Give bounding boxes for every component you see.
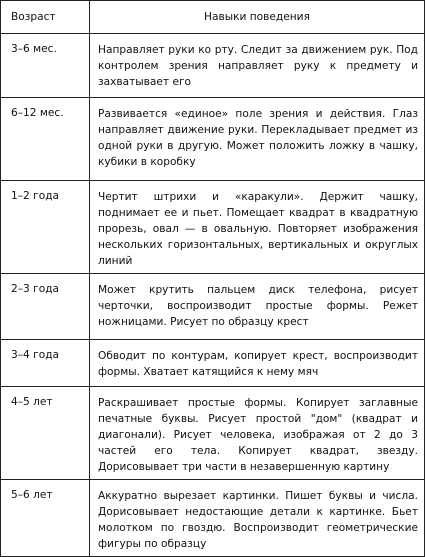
- table-row: [1, 387, 425, 480]
- skills-cell: Развивается «единое» поле зрения и действия. Глаз направляет движение руки. Перекладывает предмет из одной руки в другую. Может положить ложку в чашку, кубики в коробку: [90, 98, 425, 181]
- age-cell: 6–12 мес.: [1, 98, 90, 181]
- table-header-row: [1, 1, 425, 34]
- skills-cell: Чертит штрихи и «каракули». Держит чашку, поднимает ее и пьет. Помещает квадрат в квадратную прорезь, овал — в овальную. Повторяет изображения нескольких горизонтальных, вертикальных и округлых линий: [90, 181, 425, 274]
- table-row: [1, 181, 425, 274]
- column-header-age: Возраст: [1, 1, 90, 34]
- age-cell: 1–2 года: [1, 181, 90, 274]
- column-header-skills: Навыки поведения: [90, 1, 425, 34]
- skills-cell: Направляет руки ко рту. Следит за движением рук. Под контролем зрения направляет руку к предмету и захватывает его: [90, 34, 425, 98]
- age-cell: 3–4 года: [1, 340, 90, 387]
- age-cell: 2–3 года: [1, 274, 90, 340]
- age-cell: 5–6 лет: [1, 480, 90, 557]
- skills-cell: Аккуратно вырезает картинки. Пишет буквы и числа. Дорисовывает недостающие детали к картинке. Бьет молотком по гвоздю. Воспроизводит геометрические фигуры по образцу: [90, 480, 425, 557]
- table-row: [1, 340, 425, 387]
- table-row: [1, 274, 425, 340]
- skills-cell: Раскрашивает простые формы. Копирует заглавные печатные буквы. Рисует простой "дом" (квадрат и диагонали). Рисует человека, изображая от 2 до 3 частей его тела. Копирует квадрат, звезду. Дорисовывает три части в незавершенную картину: [90, 387, 425, 480]
- age-cell: 3–6 мес.: [1, 34, 90, 98]
- skills-cell: Может крутить пальцем диск телефона, рисует черточки, воспроизводит простые формы. Режет ножницами. Рисует по образцу крест: [90, 274, 425, 340]
- skills-cell: Обводит по контурам, копирует крест, воспроизводит формы. Хватает катящийся к нему мяч: [90, 340, 425, 387]
- table-row: [1, 98, 425, 181]
- age-cell: 4–5 лет: [1, 387, 90, 480]
- table-row: [1, 480, 425, 557]
- table-row: [1, 34, 425, 98]
